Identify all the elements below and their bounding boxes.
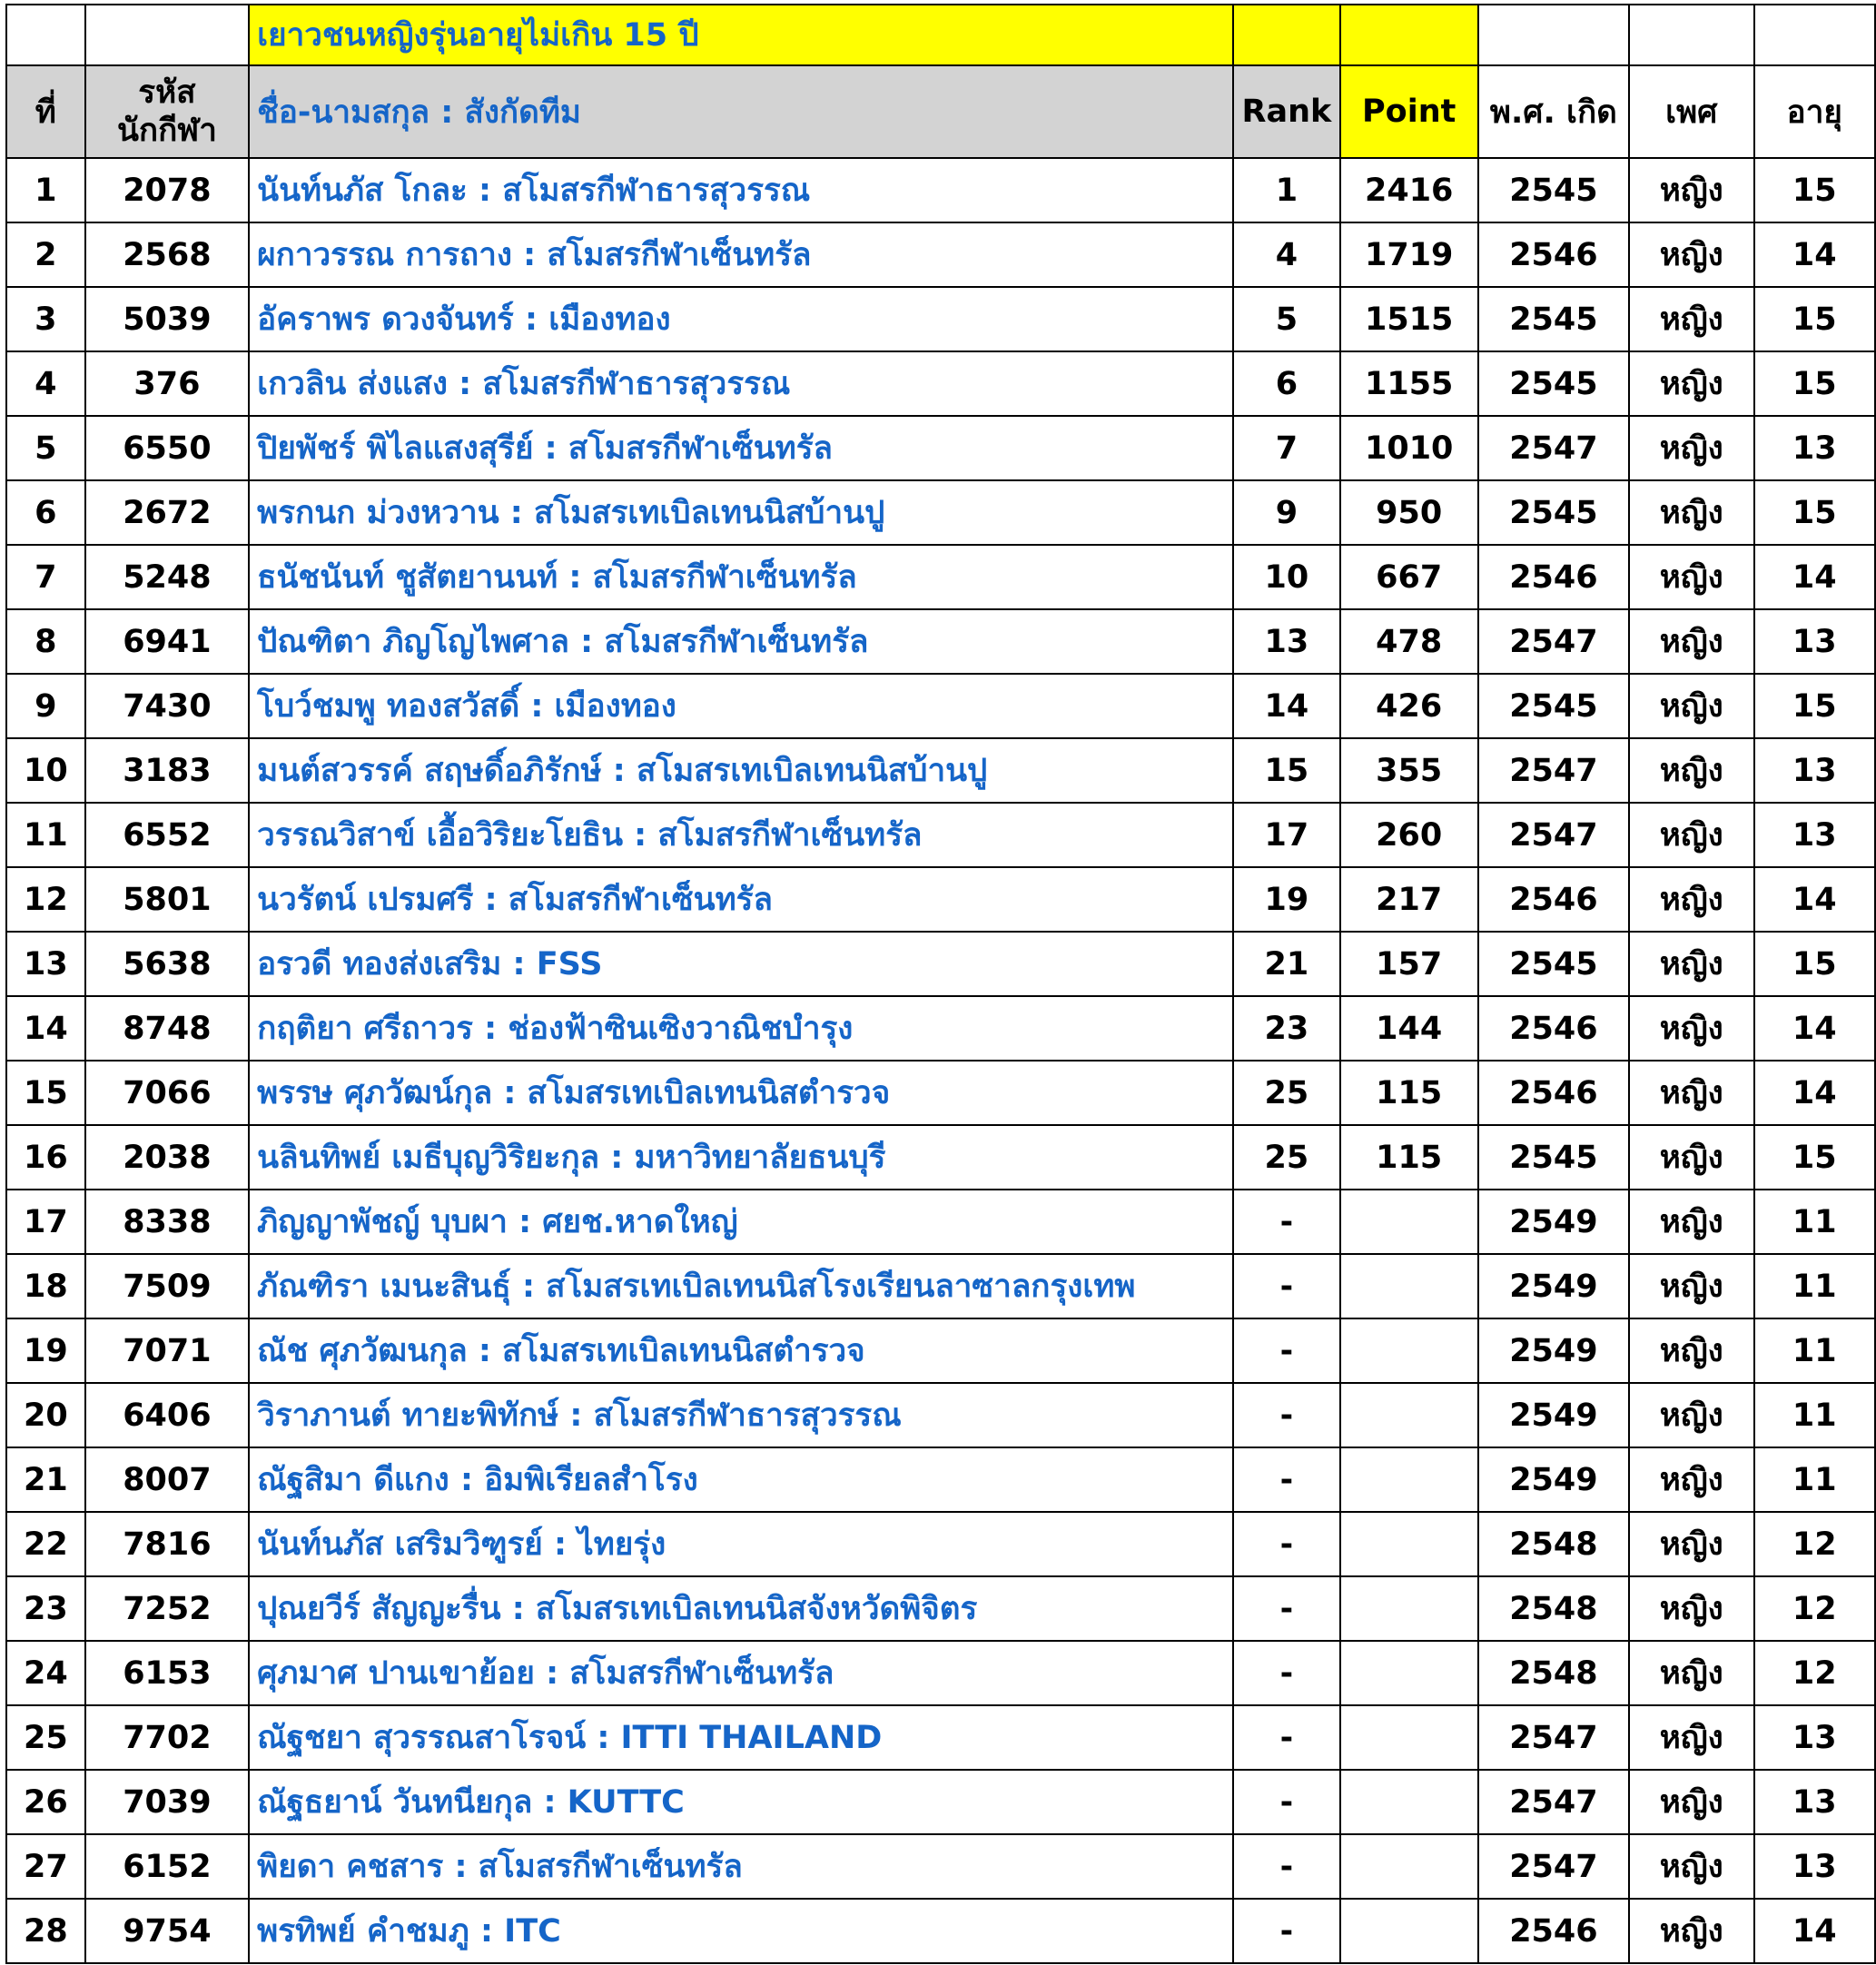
table-row — [6, 1641, 1875, 1705]
point-cell — [1340, 1641, 1478, 1705]
athlete-name-team-cell: ปุณยวีร์ สัญญะรื่น : สโมสรเทเบิลเทนนิสจังหวัดพิจิตร — [249, 1576, 1233, 1641]
point-cell: 667 — [1340, 545, 1478, 609]
birth-year-cell: 2548 — [1478, 1512, 1629, 1576]
table-row — [6, 1512, 1875, 1576]
rank-cell: 9 — [1233, 480, 1339, 545]
sex-cell: หญิง — [1629, 1576, 1754, 1641]
birth-year-cell: 2545 — [1478, 158, 1629, 222]
row-number-cell: 4 — [6, 351, 85, 416]
athlete-name-team-cell: นันท์นภัส เสริมวิฑูรย์ : ไทยรุ่ง — [249, 1512, 1233, 1576]
row-number-cell: 6 — [6, 480, 85, 545]
row-number-cell: 16 — [6, 1125, 85, 1190]
birth-year-cell: 2545 — [1478, 932, 1629, 996]
table-title: เยาวชนหญิงรุ่นอายุไม่เกิน 15 ปี — [249, 5, 1233, 65]
row-number-cell: 14 — [6, 996, 85, 1061]
header-sex: เพศ — [1629, 65, 1754, 158]
point-cell — [1340, 1383, 1478, 1447]
row-number-cell: 9 — [6, 674, 85, 738]
age-cell: 12 — [1754, 1641, 1875, 1705]
age-cell: 15 — [1754, 932, 1875, 996]
sex-cell: หญิง — [1629, 1641, 1754, 1705]
athlete-id-cell: 2078 — [85, 158, 249, 222]
age-cell: 14 — [1754, 867, 1875, 932]
athlete-id-cell: 7071 — [85, 1318, 249, 1383]
rank-cell: - — [1233, 1318, 1339, 1383]
birth-year-cell: 2546 — [1478, 545, 1629, 609]
header-rank: Rank — [1233, 65, 1339, 158]
table-row — [6, 158, 1875, 222]
row-number-cell: 5 — [6, 416, 85, 480]
row-number-cell: 10 — [6, 738, 85, 803]
point-cell — [1340, 1705, 1478, 1770]
athlete-id-cell: 6550 — [85, 416, 249, 480]
point-cell: 217 — [1340, 867, 1478, 932]
row-number-cell: 20 — [6, 1383, 85, 1447]
athlete-name-team-cell: พรทิพย์ คำชมภู : ITC — [249, 1899, 1233, 1963]
birth-year-cell: 2548 — [1478, 1576, 1629, 1641]
age-cell: 14 — [1754, 1899, 1875, 1963]
rank-cell: - — [1233, 1641, 1339, 1705]
athlete-name-team-cell: ผกาวรรณ การถาง : สโมสรกีฬาเซ็นทรัล — [249, 222, 1233, 287]
athlete-name-team-cell: พิยดา คชสาร : สโมสรกีฬาเซ็นทรัล — [249, 1834, 1233, 1899]
athlete-name-team-cell: ปิยพัชร์ พิไลแสงสุรีย์ : สโมสรกีฬาเซ็นทรัล — [249, 416, 1233, 480]
athlete-id-cell: 8338 — [85, 1190, 249, 1254]
title-blank-cell — [1629, 5, 1754, 65]
rank-cell: - — [1233, 1834, 1339, 1899]
birth-year-cell: 2546 — [1478, 1899, 1629, 1963]
athlete-name-team-cell: ณัฐชยา สุวรรณสาโรจน์ : ITTI THAILAND — [249, 1705, 1233, 1770]
point-cell: 1515 — [1340, 287, 1478, 351]
point-cell: 1155 — [1340, 351, 1478, 416]
header-athlete-id-line2: นักกีฬา — [116, 113, 217, 149]
age-cell: 15 — [1754, 287, 1875, 351]
sex-cell: หญิง — [1629, 996, 1754, 1061]
athlete-id-cell: 6153 — [85, 1641, 249, 1705]
athlete-name-team-cell: นวรัตน์ เปรมศรี : สโมสรกีฬาเซ็นทรัล — [249, 867, 1233, 932]
row-number-cell: 8 — [6, 609, 85, 674]
athlete-name-team-cell: นันท์นภัส โกละ : สโมสรกีฬาธารสุวรรณ — [249, 158, 1233, 222]
row-number-cell: 19 — [6, 1318, 85, 1383]
point-cell — [1340, 1834, 1478, 1899]
sex-cell: หญิง — [1629, 158, 1754, 222]
age-cell: 13 — [1754, 416, 1875, 480]
athlete-name-team-cell: เกวลิน ส่งแสง : สโมสรกีฬาธารสุวรรณ — [249, 351, 1233, 416]
sex-cell: หญิง — [1629, 738, 1754, 803]
title-blank-cell — [6, 5, 85, 65]
point-cell: 115 — [1340, 1061, 1478, 1125]
sex-cell: หญิง — [1629, 1190, 1754, 1254]
point-cell: 157 — [1340, 932, 1478, 996]
birth-year-cell: 2549 — [1478, 1318, 1629, 1383]
row-number-cell: 17 — [6, 1190, 85, 1254]
athlete-name-team-cell: ปัณฑิตา ภิญโญไพศาล : สโมสรกีฬาเซ็นทรัล — [249, 609, 1233, 674]
sex-cell: หญิง — [1629, 1125, 1754, 1190]
birth-year-cell: 2547 — [1478, 1834, 1629, 1899]
table-row — [6, 674, 1875, 738]
athlete-id-cell: 376 — [85, 351, 249, 416]
age-cell: 15 — [1754, 158, 1875, 222]
sex-cell: หญิง — [1629, 351, 1754, 416]
athlete-id-cell: 2568 — [85, 222, 249, 287]
row-number-cell: 7 — [6, 545, 85, 609]
age-cell: 14 — [1754, 222, 1875, 287]
table-row — [6, 222, 1875, 287]
sex-cell: หญิง — [1629, 674, 1754, 738]
athlete-id-cell: 3183 — [85, 738, 249, 803]
athlete-id-cell: 5248 — [85, 545, 249, 609]
birth-year-cell: 2547 — [1478, 416, 1629, 480]
age-cell: 15 — [1754, 674, 1875, 738]
athlete-id-cell: 7430 — [85, 674, 249, 738]
point-cell: 355 — [1340, 738, 1478, 803]
age-cell: 13 — [1754, 738, 1875, 803]
age-cell: 11 — [1754, 1447, 1875, 1512]
rank-cell: - — [1233, 1770, 1339, 1834]
athlete-id-cell: 6941 — [85, 609, 249, 674]
table-row — [6, 1318, 1875, 1383]
rank-cell: 4 — [1233, 222, 1339, 287]
header-no: ที่ — [6, 65, 85, 158]
age-cell: 13 — [1754, 803, 1875, 867]
row-number-cell: 24 — [6, 1641, 85, 1705]
rank-cell: - — [1233, 1254, 1339, 1318]
title-highlight-cell — [1340, 5, 1478, 65]
sex-cell: หญิง — [1629, 1061, 1754, 1125]
age-cell: 11 — [1754, 1383, 1875, 1447]
athlete-name-team-cell: อัคราพร ดวงจันทร์ : เมืองทอง — [249, 287, 1233, 351]
rank-cell: 1 — [1233, 158, 1339, 222]
rank-cell: - — [1233, 1190, 1339, 1254]
table-row — [6, 1834, 1875, 1899]
header-row — [6, 65, 1875, 158]
table-row — [6, 1447, 1875, 1512]
athlete-name-team-cell: มนต์สวรรค์ สฤษดิ์อภิรักษ์ : สโมสรเทเบิลเทนนิสบ้านปู — [249, 738, 1233, 803]
table-row — [6, 803, 1875, 867]
header-point: Point — [1340, 65, 1478, 158]
table-row — [6, 351, 1875, 416]
sex-cell: หญิง — [1629, 545, 1754, 609]
athlete-name-team-cell: ณัฐสิมา ดีแกง : อิมพิเรียลสำโรง — [249, 1447, 1233, 1512]
row-number-cell: 2 — [6, 222, 85, 287]
rank-cell: - — [1233, 1383, 1339, 1447]
sex-cell: หญิง — [1629, 416, 1754, 480]
athlete-id-cell: 2038 — [85, 1125, 249, 1190]
athlete-name-team-cell: ภิญญาพัชญ์ บุบผา : ศยช.หาดใหญ่ — [249, 1190, 1233, 1254]
sex-cell: หญิง — [1629, 867, 1754, 932]
title-blank-cell — [1754, 5, 1875, 65]
rank-cell: 7 — [1233, 416, 1339, 480]
sex-cell: หญิง — [1629, 1447, 1754, 1512]
table-row — [6, 1383, 1875, 1447]
athlete-id-cell: 7702 — [85, 1705, 249, 1770]
birth-year-cell: 2549 — [1478, 1447, 1629, 1512]
athlete-id-cell: 7509 — [85, 1254, 249, 1318]
athlete-id-cell: 9754 — [85, 1899, 249, 1963]
athlete-name-team-cell: วิราภานต์ ทายะพิทักษ์ : สโมสรกีฬาธารสุวรรณ — [249, 1383, 1233, 1447]
table-row — [6, 609, 1875, 674]
age-cell: 12 — [1754, 1512, 1875, 1576]
row-number-cell: 28 — [6, 1899, 85, 1963]
sex-cell: หญิง — [1629, 1383, 1754, 1447]
athlete-name-team-cell: พรกนก ม่วงหวาน : สโมสรเทเบิลเทนนิสบ้านปู — [249, 480, 1233, 545]
athlete-name-team-cell: ธนัชนันท์ ชูสัตยานนท์ : สโมสรกีฬาเซ็นทรัล — [249, 545, 1233, 609]
rank-cell: - — [1233, 1447, 1339, 1512]
rank-cell: 21 — [1233, 932, 1339, 996]
rank-cell: 5 — [1233, 287, 1339, 351]
table-row — [6, 1899, 1875, 1963]
title-blank-cell — [85, 5, 249, 65]
table-row — [6, 480, 1875, 545]
title-highlight-cell — [1233, 5, 1339, 65]
athlete-id-cell: 7816 — [85, 1512, 249, 1576]
birth-year-cell: 2546 — [1478, 867, 1629, 932]
athlete-name-team-cell: กฤติยา ศรีถาวร : ช่องฟ้าซินเซิงวาณิชบำรุง — [249, 996, 1233, 1061]
rank-cell: 17 — [1233, 803, 1339, 867]
ranking-table — [5, 4, 1876, 1964]
athlete-name-team-cell: ณัฐธยาน์ วันทนียกุล : KUTTC — [249, 1770, 1233, 1834]
sex-cell: หญิง — [1629, 803, 1754, 867]
athlete-name-team-cell: นลินทิพย์ เมธีบุญวิริยะกุล : มหาวิทยาลัยธนบุรี — [249, 1125, 1233, 1190]
row-number-cell: 25 — [6, 1705, 85, 1770]
sex-cell: หญิง — [1629, 609, 1754, 674]
athlete-name-team-cell: ณัช ศุภวัฒนกุล : สโมสรเทเบิลเทนนิสตำรวจ — [249, 1318, 1233, 1383]
point-cell: 950 — [1340, 480, 1478, 545]
point-cell — [1340, 1318, 1478, 1383]
row-number-cell: 21 — [6, 1447, 85, 1512]
point-cell — [1340, 1254, 1478, 1318]
table-row — [6, 1705, 1875, 1770]
birth-year-cell: 2549 — [1478, 1190, 1629, 1254]
rank-cell: 6 — [1233, 351, 1339, 416]
age-cell: 13 — [1754, 1834, 1875, 1899]
age-cell: 14 — [1754, 996, 1875, 1061]
athlete-name-team-cell: โบว์ชมพู ทองสวัสดิ์ : เมืองทอง — [249, 674, 1233, 738]
table-row — [6, 867, 1875, 932]
age-cell: 15 — [1754, 1125, 1875, 1190]
point-cell — [1340, 1899, 1478, 1963]
rank-cell: 23 — [1233, 996, 1339, 1061]
athlete-id-cell: 6152 — [85, 1834, 249, 1899]
point-cell — [1340, 1190, 1478, 1254]
rank-cell: 10 — [1233, 545, 1339, 609]
age-cell: 15 — [1754, 351, 1875, 416]
birth-year-cell: 2547 — [1478, 1705, 1629, 1770]
title-blank-cell — [1478, 5, 1629, 65]
table-body — [6, 5, 1875, 1963]
row-number-cell: 13 — [6, 932, 85, 996]
rank-cell: 14 — [1233, 674, 1339, 738]
birth-year-cell: 2549 — [1478, 1254, 1629, 1318]
point-cell: 260 — [1340, 803, 1478, 867]
athlete-name-team-cell: พรรษ ศุภวัฒน์กุล : สโมสรเทเบิลเทนนิสตำรวจ — [249, 1061, 1233, 1125]
age-cell: 12 — [1754, 1576, 1875, 1641]
rank-cell: 13 — [1233, 609, 1339, 674]
row-number-cell: 18 — [6, 1254, 85, 1318]
row-number-cell: 15 — [6, 1061, 85, 1125]
header-age: อายุ — [1754, 65, 1875, 158]
sex-cell: หญิง — [1629, 287, 1754, 351]
header-birth-year: พ.ศ. เกิด — [1478, 65, 1629, 158]
birth-year-cell: 2546 — [1478, 222, 1629, 287]
header-athlete-id — [85, 65, 249, 158]
sex-cell: หญิง — [1629, 1318, 1754, 1383]
table-row — [6, 287, 1875, 351]
rank-cell: 15 — [1233, 738, 1339, 803]
rank-cell: - — [1233, 1512, 1339, 1576]
sex-cell: หญิง — [1629, 1705, 1754, 1770]
athlete-id-cell: 7039 — [85, 1770, 249, 1834]
point-cell: 1010 — [1340, 416, 1478, 480]
table-row — [6, 1770, 1875, 1834]
header-name: ชื่อ-นามสกุล : สังกัดทีม — [249, 65, 1233, 158]
athlete-id-cell: 2672 — [85, 480, 249, 545]
sex-cell: หญิง — [1629, 1834, 1754, 1899]
row-number-cell: 1 — [6, 158, 85, 222]
athlete-name-team-cell: อรวดี ทองส่งเสริม : FSS — [249, 932, 1233, 996]
age-cell: 13 — [1754, 609, 1875, 674]
birth-year-cell: 2547 — [1478, 738, 1629, 803]
point-cell: 478 — [1340, 609, 1478, 674]
row-number-cell: 12 — [6, 867, 85, 932]
sex-cell: หญิง — [1629, 1899, 1754, 1963]
point-cell: 426 — [1340, 674, 1478, 738]
athlete-id-cell: 8748 — [85, 996, 249, 1061]
point-cell: 1719 — [1340, 222, 1478, 287]
birth-year-cell: 2547 — [1478, 803, 1629, 867]
age-cell: 11 — [1754, 1318, 1875, 1383]
athlete-id-cell: 7252 — [85, 1576, 249, 1641]
row-number-cell: 3 — [6, 287, 85, 351]
table-row — [6, 545, 1875, 609]
age-cell: 13 — [1754, 1770, 1875, 1834]
age-cell: 14 — [1754, 545, 1875, 609]
birth-year-cell: 2548 — [1478, 1641, 1629, 1705]
row-number-cell: 26 — [6, 1770, 85, 1834]
athlete-name-team-cell: วรรณวิสาข์ เอื้อวิริยะโยธิน : สโมสรกีฬาเซ็นทรัล — [249, 803, 1233, 867]
birth-year-cell: 2547 — [1478, 1770, 1629, 1834]
point-cell: 2416 — [1340, 158, 1478, 222]
rank-cell: 25 — [1233, 1125, 1339, 1190]
sex-cell: หญิง — [1629, 480, 1754, 545]
table-row — [6, 1061, 1875, 1125]
birth-year-cell: 2546 — [1478, 1061, 1629, 1125]
rank-cell: 19 — [1233, 867, 1339, 932]
header-athlete-id-line1: รหัส — [138, 74, 196, 111]
age-cell: 11 — [1754, 1190, 1875, 1254]
athlete-id-cell: 8007 — [85, 1447, 249, 1512]
row-number-cell: 11 — [6, 803, 85, 867]
rank-cell: - — [1233, 1576, 1339, 1641]
age-cell: 11 — [1754, 1254, 1875, 1318]
point-cell — [1340, 1447, 1478, 1512]
point-cell: 144 — [1340, 996, 1478, 1061]
birth-year-cell: 2545 — [1478, 674, 1629, 738]
age-cell: 13 — [1754, 1705, 1875, 1770]
athlete-id-cell: 6406 — [85, 1383, 249, 1447]
table-row — [6, 1190, 1875, 1254]
table-row — [6, 1254, 1875, 1318]
sex-cell: หญิง — [1629, 1512, 1754, 1576]
age-cell: 14 — [1754, 1061, 1875, 1125]
athlete-name-team-cell: ศุภมาศ ปานเขาย้อย : สโมสรกีฬาเซ็นทรัล — [249, 1641, 1233, 1705]
sex-cell: หญิง — [1629, 1254, 1754, 1318]
rank-cell: - — [1233, 1705, 1339, 1770]
birth-year-cell: 2545 — [1478, 351, 1629, 416]
athlete-id-cell: 5801 — [85, 867, 249, 932]
point-cell — [1340, 1770, 1478, 1834]
table-row — [6, 1125, 1875, 1190]
table-row — [6, 1576, 1875, 1641]
table-row — [6, 738, 1875, 803]
point-cell — [1340, 1576, 1478, 1641]
athlete-id-cell: 5039 — [85, 287, 249, 351]
birth-year-cell: 2545 — [1478, 480, 1629, 545]
athlete-id-cell: 7066 — [85, 1061, 249, 1125]
row-number-cell: 22 — [6, 1512, 85, 1576]
birth-year-cell: 2546 — [1478, 996, 1629, 1061]
point-cell: 115 — [1340, 1125, 1478, 1190]
table-row — [6, 996, 1875, 1061]
birth-year-cell: 2545 — [1478, 1125, 1629, 1190]
row-number-cell: 27 — [6, 1834, 85, 1899]
row-number-cell: 23 — [6, 1576, 85, 1641]
table-row — [6, 416, 1875, 480]
rank-cell: - — [1233, 1899, 1339, 1963]
birth-year-cell: 2545 — [1478, 287, 1629, 351]
sex-cell: หญิง — [1629, 222, 1754, 287]
rank-cell: 25 — [1233, 1061, 1339, 1125]
athlete-name-team-cell: ภัณฑิรา เมนะสินธุ์ : สโมสรเทเบิลเทนนิสโรงเรียนลาซาลกรุงเทพ — [249, 1254, 1233, 1318]
athlete-id-cell: 6552 — [85, 803, 249, 867]
athlete-id-cell: 5638 — [85, 932, 249, 996]
sex-cell: หญิง — [1629, 932, 1754, 996]
sex-cell: หญิง — [1629, 1770, 1754, 1834]
point-cell — [1340, 1512, 1478, 1576]
age-cell: 15 — [1754, 480, 1875, 545]
birth-year-cell: 2547 — [1478, 609, 1629, 674]
table-row — [6, 932, 1875, 996]
title-row — [6, 5, 1875, 65]
birth-year-cell: 2549 — [1478, 1383, 1629, 1447]
